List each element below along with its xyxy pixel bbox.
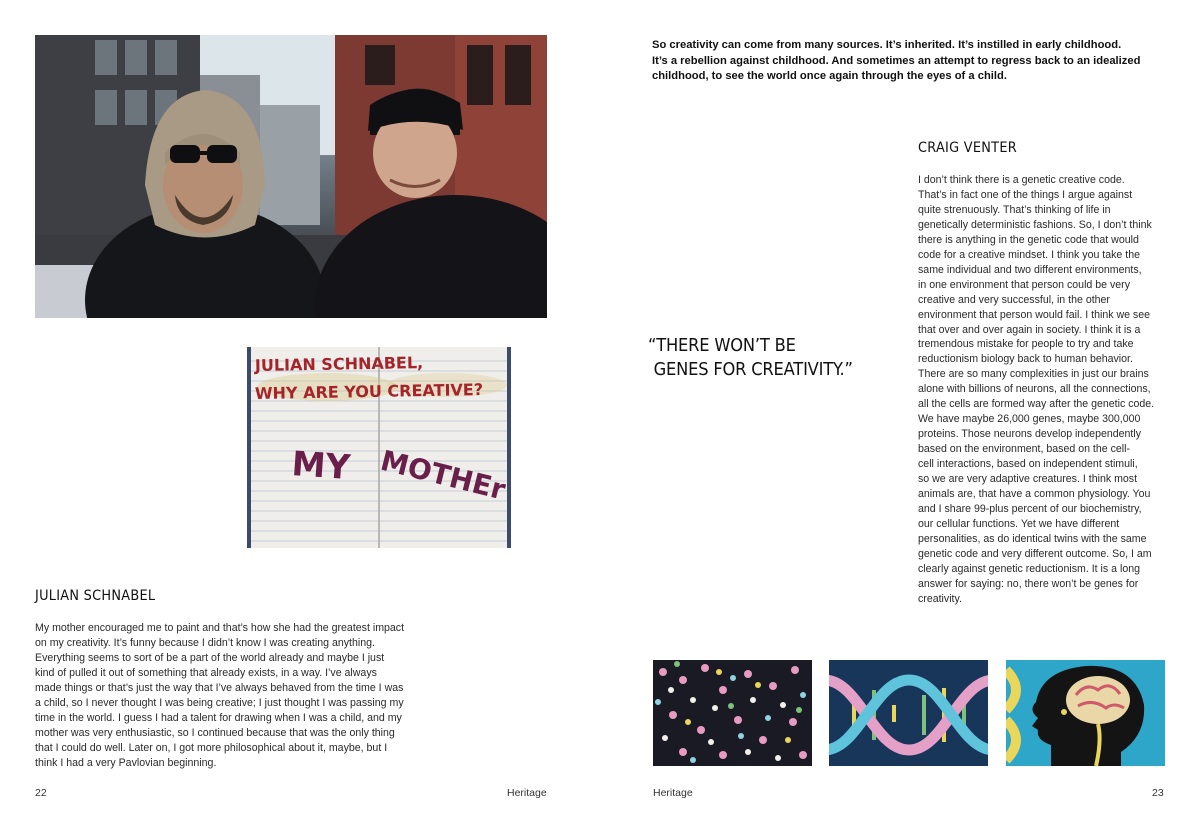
intro-line: childhood, to see the world once again through the eyes of a child. bbox=[652, 70, 1007, 83]
venter-body bbox=[918, 173, 1180, 607]
body-line: that I could do well. Later on, I got more philosophical about it, maybe, but I bbox=[35, 741, 388, 754]
body-line: that over and over again in society. I think it is a bbox=[918, 323, 1141, 336]
body-line: My mother encouraged me to paint and that’s how she had the greatest impact bbox=[35, 622, 405, 634]
body-line: kind of pulled it out of something that already exists, in a way. I’ve always bbox=[35, 666, 377, 679]
page-number-left: 22 bbox=[35, 787, 47, 799]
body-line: there is anything in the genetic code that would bbox=[918, 233, 1139, 246]
body-line: a child, so I never thought I was being creative; I just thought I was passing my bbox=[35, 696, 404, 709]
body-line: I don’t think there is a genetic creative code. bbox=[918, 174, 1125, 186]
body-line: based on the environment, based on the cell- bbox=[918, 443, 1131, 456]
notebook-answer-word2: MOTHEr bbox=[377, 443, 509, 507]
intro-line: So creativity can come from many sources. It’s inherited. It’s instilled in early childhood. bbox=[652, 39, 1122, 51]
running-head-right: Heritage bbox=[653, 787, 693, 799]
intro-line: It’s a rebellion against childhood. And sometimes an attempt to regress back to an idealized bbox=[652, 54, 1141, 67]
body-line: think I had a very Pavlovian beginning. bbox=[35, 756, 217, 769]
body-line: all the cells are formed way after the genetic code. bbox=[918, 398, 1155, 411]
section-title-schnabel: JULIAN SCHNABEL bbox=[35, 588, 156, 604]
body-line: code for a creative mindset. I think you take the bbox=[918, 248, 1140, 261]
notebook-header-line2: WHY ARE YOU CREATIVE? bbox=[254, 380, 484, 403]
running-head-left: Heritage bbox=[507, 787, 547, 799]
body-line: alone with billions of neurons, all the connections, bbox=[918, 383, 1151, 396]
body-line: tremendous mistake for people to try and take bbox=[918, 338, 1134, 351]
schnabel-body bbox=[35, 621, 435, 771]
body-line: That’s in fact one of the things I argue against bbox=[918, 188, 1133, 201]
intro-paragraph bbox=[652, 38, 1152, 85]
body-line: cell interactions, based on independent stimuli, bbox=[918, 458, 1138, 471]
notebook-answer-word1: MY bbox=[290, 444, 352, 489]
body-line: and I share 99-plus percent of our biochemistry, bbox=[918, 502, 1142, 515]
body-line: so we are very adaptive creatures. I think most bbox=[918, 473, 1138, 486]
pull-quote-line: “THERE WON’T BE bbox=[648, 336, 796, 356]
body-line: reductionism biology back to human behavior. bbox=[918, 353, 1133, 366]
pull-quote-line: GENES FOR CREATIVITY.” bbox=[653, 360, 853, 380]
body-line: creative and very successful, in the other bbox=[918, 293, 1110, 306]
body-line: in one environment that person could be very bbox=[918, 278, 1131, 291]
body-line: mother was very enthusiastic, so I continued because that was the only thing bbox=[35, 726, 395, 739]
body-line: same individual and two different environments, bbox=[918, 263, 1142, 276]
notebook-header-line1: JULIAN SCHNABEL, bbox=[254, 353, 424, 375]
dna-helix-painting-image bbox=[829, 660, 988, 766]
section-title-venter: CRAIG VENTER bbox=[918, 140, 1017, 156]
body-line: time in the world. I guess I had a talent for drawing when I was a child, and my bbox=[35, 711, 402, 724]
page-number-right: 23 bbox=[1152, 787, 1164, 799]
body-line: environment that person would fail. I think we see bbox=[918, 308, 1151, 321]
body-line: genetically deterministic fashions. So, I don’t think bbox=[918, 218, 1152, 231]
body-line: answer for saying: no, there won’t be genes for bbox=[918, 577, 1139, 590]
body-line: We have maybe 26,000 genes, maybe 300,000 bbox=[918, 413, 1141, 426]
brain-profile-painting-image bbox=[1006, 660, 1165, 766]
body-line: personalities, as do identical twins with the same bbox=[918, 532, 1147, 545]
pull-quote bbox=[648, 334, 871, 382]
body-line: on my creativity. It’s funny because I didn’t know I was creating anything. bbox=[35, 636, 375, 649]
body-line: proteins. Those neurons develop independently bbox=[918, 428, 1142, 441]
notebook-image bbox=[247, 347, 511, 548]
body-line: our cellular functions. Yet we have different bbox=[918, 517, 1120, 530]
body-line: genetic code and very different outcome. So, I am bbox=[918, 547, 1152, 560]
body-line: There are so many complexities in just our brains bbox=[918, 368, 1149, 381]
body-line: creativity. bbox=[918, 592, 962, 605]
body-line: made things or that’s just the way that I’ve always behaved from the time I was bbox=[35, 681, 404, 694]
body-line: clearly against genetic reductionism. It is a long bbox=[918, 562, 1140, 575]
street-photo bbox=[35, 35, 547, 318]
body-line: quite strenuously. That’s thinking of life in bbox=[918, 203, 1111, 216]
body-line: Everything seems to sort of be a part of the world already and maybe I just bbox=[35, 651, 385, 664]
molecule-painting-image bbox=[653, 660, 812, 766]
body-line: animals are, that have a common physiology. You bbox=[918, 488, 1151, 501]
